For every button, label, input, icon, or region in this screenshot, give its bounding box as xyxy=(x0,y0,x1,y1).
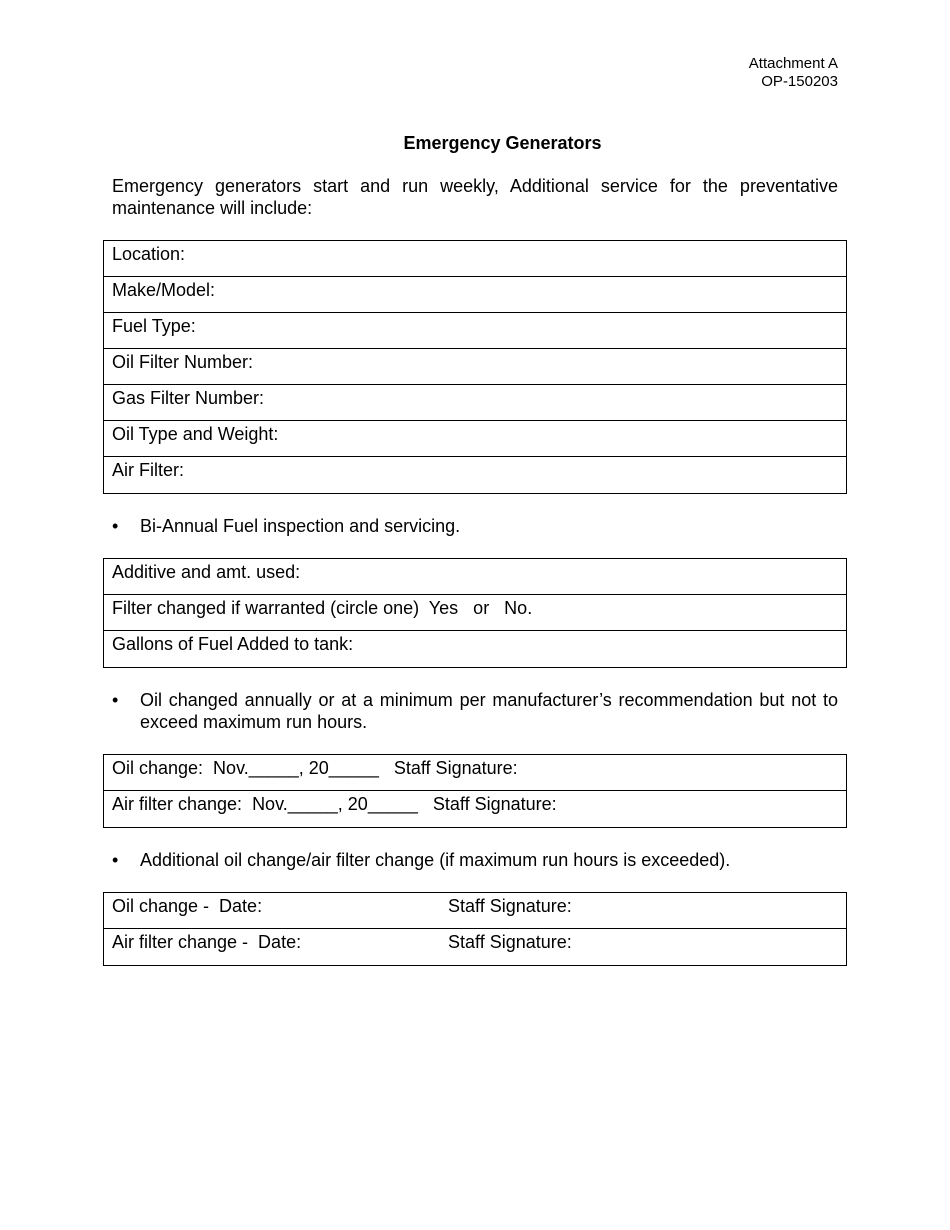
annual-air-filter-change-field[interactable]: Air filter change: Nov._____, 20_____ Staff Signature: xyxy=(112,794,557,814)
oil-filter-number-field[interactable]: Oil Filter Number: xyxy=(104,349,846,385)
oil-change-bullet xyxy=(112,689,838,733)
staff-signature-label: Staff Signature: xyxy=(448,932,572,952)
annual-change-table xyxy=(103,754,847,828)
additional-change-bullet xyxy=(112,849,838,871)
additional-oil-change-row[interactable] xyxy=(104,893,846,929)
oil-change-date-label: Oil change - Date: xyxy=(112,896,263,916)
bullet-point: • xyxy=(112,690,119,710)
location-field[interactable]: Location: xyxy=(104,241,846,277)
air-filter-field[interactable]: Air Filter: xyxy=(112,460,184,480)
gallons-added-field[interactable]: Gallons of Fuel Added to tank: xyxy=(112,634,354,654)
gas-filter-number-field[interactable]: Gas Filter Number: xyxy=(104,385,846,421)
additive-amount-field[interactable]: Additive and amt. used: xyxy=(104,559,846,595)
attachment-label: Attachment A xyxy=(748,55,838,72)
fuel-table xyxy=(103,558,847,668)
intro-paragraph: Emergency generators start and run weekly, Additional service for the preventative maintenance will include: xyxy=(112,176,838,218)
bullet-text: Additional oil change/air filter change (if maximum run hours is exceeded). xyxy=(140,850,731,870)
page-title: Emergency Generators xyxy=(403,133,602,153)
additional-change-table xyxy=(103,892,847,966)
filter-changed-field[interactable]: Filter changed if warranted (circle one) Yes or No. xyxy=(104,595,846,631)
bullet-text: Oil changed annually or at a minimum per manufacturer’s recommendation but not to exceed maximum run hours. xyxy=(140,690,838,732)
make-model-field[interactable]: Make/Model: xyxy=(104,277,846,313)
equipment-table xyxy=(103,240,847,494)
air-filter-change-date-label: Air filter change - Date: xyxy=(112,932,302,952)
document-number: OP-150203 xyxy=(761,73,838,90)
fuel-type-field[interactable]: Fuel Type: xyxy=(104,313,846,349)
bullet-text: Bi-Annual Fuel inspection and servicing. xyxy=(140,516,461,536)
annual-oil-change-field[interactable]: Oil change: Nov._____, 20_____ Staff Signature: xyxy=(104,755,846,791)
additional-air-filter-change-row[interactable] xyxy=(104,929,846,965)
oil-type-weight-field[interactable]: Oil Type and Weight: xyxy=(104,421,846,457)
staff-signature-label: Staff Signature: xyxy=(448,896,572,916)
document-reference xyxy=(749,55,838,91)
fuel-inspection-bullet xyxy=(112,515,838,537)
bullet-point: • xyxy=(112,516,119,536)
bullet-point: • xyxy=(112,850,119,870)
